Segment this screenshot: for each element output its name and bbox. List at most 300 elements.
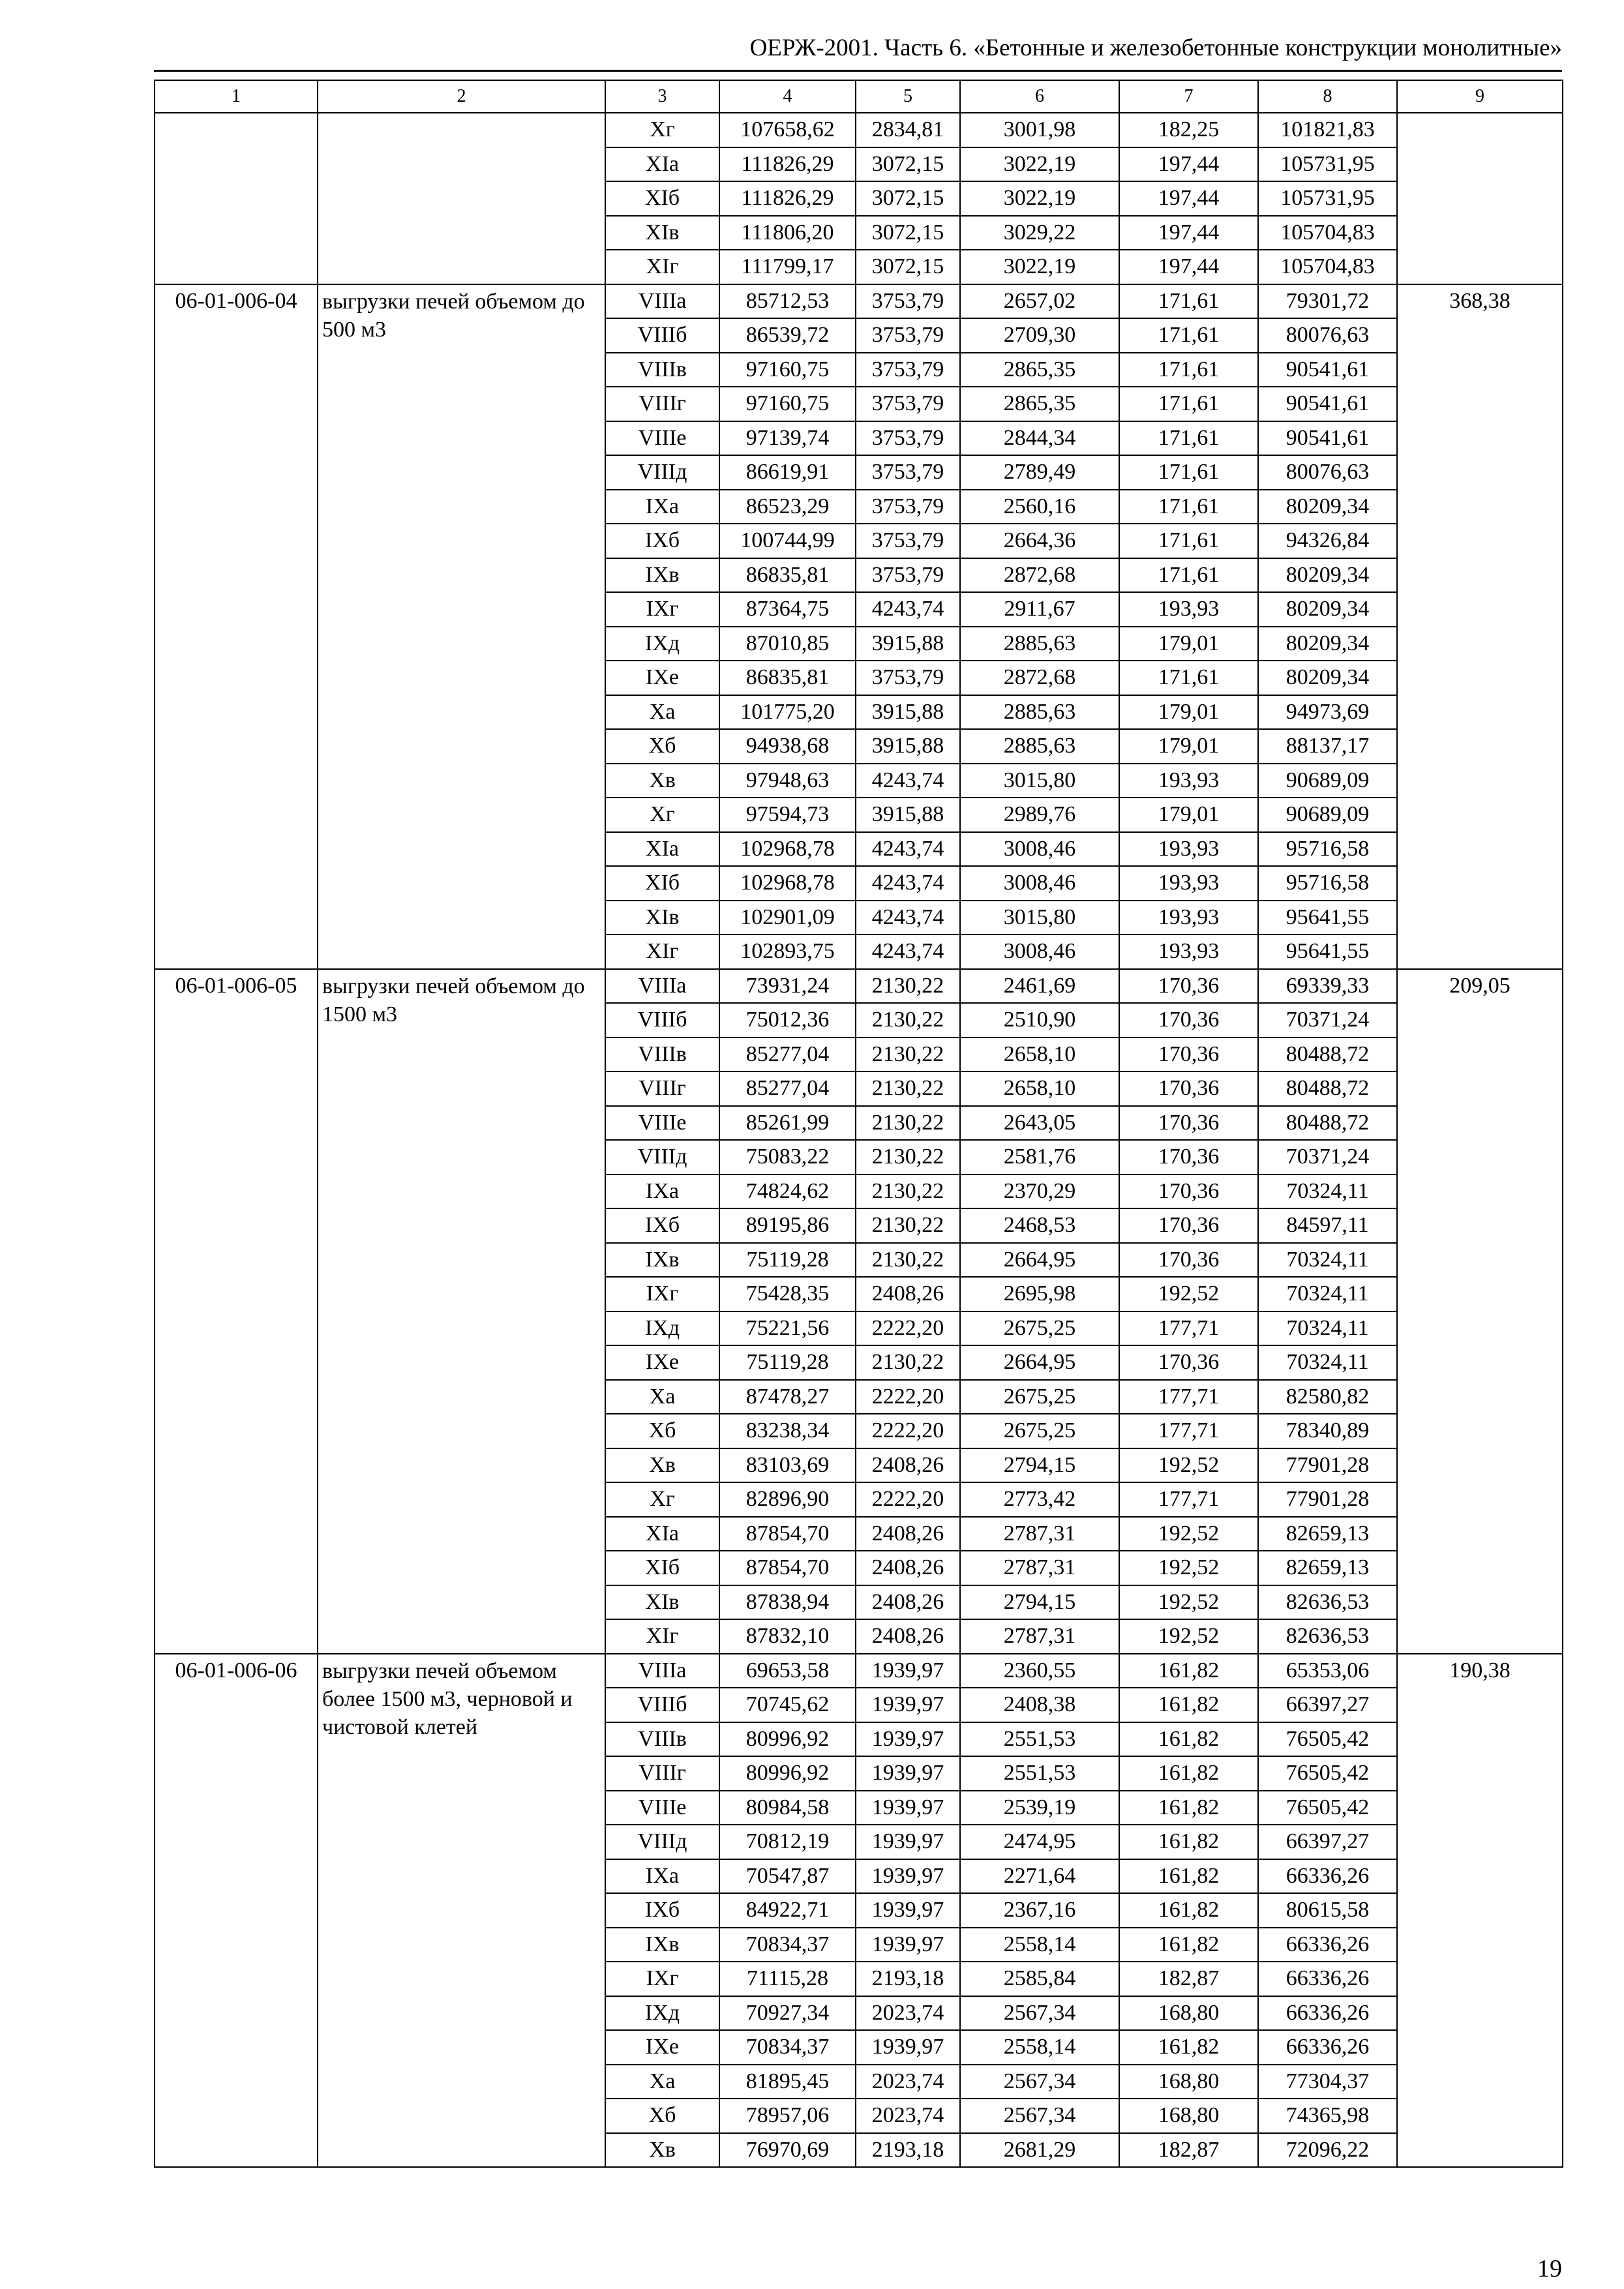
value-cell: 111799,17 xyxy=(719,250,856,284)
value-cell: 182,25 xyxy=(1119,113,1258,147)
value-cell: 70927,34 xyxy=(719,1996,856,2031)
value-cell: 75083,22 xyxy=(719,1140,856,1174)
column-number: 8 xyxy=(1258,80,1397,113)
value-cell: 86539,72 xyxy=(719,318,856,353)
value-cell: 87478,27 xyxy=(719,1380,856,1414)
zone-cell: IXе xyxy=(605,661,719,695)
zone-cell: XIб xyxy=(605,181,719,216)
value-cell: 2408,26 xyxy=(856,1448,960,1483)
zone-cell: Xа xyxy=(605,695,719,730)
zone-cell: IXб xyxy=(605,524,719,558)
zone-cell: VIIIб xyxy=(605,1003,719,1038)
value-cell: 170,36 xyxy=(1119,969,1258,1004)
value-cell: 2468,53 xyxy=(960,1208,1119,1243)
value-cell: 94973,69 xyxy=(1258,695,1397,730)
value-cell: 161,82 xyxy=(1119,1791,1258,1825)
value-cell: 3022,19 xyxy=(960,147,1119,182)
value-cell: 171,61 xyxy=(1119,387,1258,421)
value-cell: 161,82 xyxy=(1119,1654,1258,1688)
value-cell: 161,82 xyxy=(1119,1756,1258,1791)
value-cell: 2787,31 xyxy=(960,1517,1119,1551)
zone-cell: VIIIв xyxy=(605,1722,719,1757)
zone-cell: VIIIд xyxy=(605,1825,719,1859)
value-cell: 170,36 xyxy=(1119,1243,1258,1278)
value-cell: 2367,16 xyxy=(960,1893,1119,1928)
rate-code: 06-01-006-05 xyxy=(155,969,318,1654)
value-cell: 2885,63 xyxy=(960,729,1119,764)
value-cell: 2474,95 xyxy=(960,1825,1119,1859)
value-cell: 2130,22 xyxy=(856,1106,960,1141)
value-cell: 85712,53 xyxy=(719,284,856,319)
value-cell: 179,01 xyxy=(1119,627,1258,661)
value-cell: 161,82 xyxy=(1119,1928,1258,1962)
value-cell: 75119,28 xyxy=(719,1243,856,1278)
value-cell: 2408,38 xyxy=(960,1688,1119,1722)
value-cell: 80996,92 xyxy=(719,1756,856,1791)
value-cell: 65353,06 xyxy=(1258,1654,1397,1688)
value-cell: 2130,22 xyxy=(856,1345,960,1380)
value-cell: 75119,28 xyxy=(719,1345,856,1380)
value-cell: 90689,09 xyxy=(1258,798,1397,832)
value-cell: 80488,72 xyxy=(1258,1071,1397,1106)
value-cell: 3753,79 xyxy=(856,421,960,456)
value-cell: 107658,62 xyxy=(719,113,856,147)
zone-cell: IXе xyxy=(605,1345,719,1380)
value-cell: 4243,74 xyxy=(856,764,960,798)
value-cell: 111826,29 xyxy=(719,147,856,182)
column-number: 7 xyxy=(1119,80,1258,113)
value-cell: 105704,83 xyxy=(1258,250,1397,284)
value-cell: 4243,74 xyxy=(856,592,960,627)
zone-cell: IXа xyxy=(605,1859,719,1894)
value-cell: 161,82 xyxy=(1119,1722,1258,1757)
value-cell: 2794,15 xyxy=(960,1585,1119,1620)
value-cell: 95641,55 xyxy=(1258,935,1397,969)
zone-cell: IXд xyxy=(605,1311,719,1346)
value-cell: 2773,42 xyxy=(960,1482,1119,1517)
zone-cell: Xб xyxy=(605,729,719,764)
value-cell: 3072,15 xyxy=(856,216,960,250)
value-cell: 4243,74 xyxy=(856,866,960,901)
zone-cell: VIIIв xyxy=(605,1038,719,1072)
value-cell: 82659,13 xyxy=(1258,1551,1397,1585)
value-cell: 170,36 xyxy=(1119,1106,1258,1141)
value-cell: 2911,67 xyxy=(960,592,1119,627)
value-cell: 3001,98 xyxy=(960,113,1119,147)
value-cell: 3753,79 xyxy=(856,353,960,387)
zone-cell: IXд xyxy=(605,1996,719,2031)
value-cell: 3022,19 xyxy=(960,250,1119,284)
value-cell: 81895,45 xyxy=(719,2065,856,2099)
value-cell: 3008,46 xyxy=(960,866,1119,901)
value-cell: 3915,88 xyxy=(856,798,960,832)
zone-cell: IXв xyxy=(605,558,719,593)
value-cell: 182,87 xyxy=(1119,2133,1258,2168)
zone-cell: XIв xyxy=(605,216,719,250)
value-cell: 2023,74 xyxy=(856,1996,960,2031)
value-cell: 97948,63 xyxy=(719,764,856,798)
value-cell: 101821,83 xyxy=(1258,113,1397,147)
zone-cell: XIв xyxy=(605,901,719,935)
value-cell: 2130,22 xyxy=(856,1140,960,1174)
value-cell: 168,80 xyxy=(1119,2099,1258,2133)
rate-total: 368,38 xyxy=(1397,284,1563,969)
rate-code xyxy=(155,113,318,284)
value-cell: 193,93 xyxy=(1119,764,1258,798)
value-cell: 2130,22 xyxy=(856,1243,960,1278)
value-cell: 3008,46 xyxy=(960,935,1119,969)
value-cell: 70324,11 xyxy=(1258,1243,1397,1278)
zone-cell: IXг xyxy=(605,592,719,627)
page-header-title: ОЕРЖ-2001. Часть 6. «Бетонные и железобетонные конструкции монолитные» xyxy=(749,35,1562,61)
value-cell: 66336,26 xyxy=(1258,1859,1397,1894)
zone-cell: VIIIг xyxy=(605,1756,719,1791)
value-cell: 76505,42 xyxy=(1258,1756,1397,1791)
value-cell: 75428,35 xyxy=(719,1277,856,1311)
zone-cell: XIг xyxy=(605,1619,719,1654)
page-number: 19 xyxy=(1537,2255,1562,2282)
column-number: 2 xyxy=(318,80,605,113)
rate-code: 06-01-006-06 xyxy=(155,1654,318,2168)
zone-cell: XIб xyxy=(605,1551,719,1585)
value-cell: 87854,70 xyxy=(719,1551,856,1585)
value-cell: 72096,22 xyxy=(1258,2133,1397,2168)
value-cell: 95641,55 xyxy=(1258,901,1397,935)
value-cell: 105731,95 xyxy=(1258,181,1397,216)
value-cell: 192,52 xyxy=(1119,1585,1258,1620)
value-cell: 170,36 xyxy=(1119,1003,1258,1038)
value-cell: 2551,53 xyxy=(960,1722,1119,1757)
value-cell: 168,80 xyxy=(1119,2065,1258,2099)
value-cell: 102893,75 xyxy=(719,935,856,969)
value-cell: 170,36 xyxy=(1119,1140,1258,1174)
value-cell: 2658,10 xyxy=(960,1071,1119,1106)
zone-cell: Xв xyxy=(605,1448,719,1483)
value-cell: 1939,97 xyxy=(856,1893,960,1928)
value-cell: 97139,74 xyxy=(719,421,856,456)
zone-cell: VIIIд xyxy=(605,455,719,490)
value-cell: 85277,04 xyxy=(719,1071,856,1106)
rate-description: выгрузки печей объемом до 1500 м3 xyxy=(318,969,605,1654)
value-cell: 94938,68 xyxy=(719,729,856,764)
value-cell: 97160,75 xyxy=(719,387,856,421)
value-cell: 80209,34 xyxy=(1258,592,1397,627)
value-cell: 2657,02 xyxy=(960,284,1119,319)
value-cell: 105731,95 xyxy=(1258,147,1397,182)
value-cell: 2585,84 xyxy=(960,1962,1119,1996)
value-cell: 87010,85 xyxy=(719,627,856,661)
value-cell: 87364,75 xyxy=(719,592,856,627)
value-cell: 2130,22 xyxy=(856,1038,960,1072)
value-cell: 2558,14 xyxy=(960,1928,1119,1962)
zone-cell: Xа xyxy=(605,2065,719,2099)
value-cell: 179,01 xyxy=(1119,729,1258,764)
value-cell: 177,71 xyxy=(1119,1380,1258,1414)
value-cell: 70324,11 xyxy=(1258,1277,1397,1311)
value-cell: 84597,11 xyxy=(1258,1208,1397,1243)
value-cell: 192,52 xyxy=(1119,1551,1258,1585)
value-cell: 85261,99 xyxy=(719,1106,856,1141)
value-cell: 177,71 xyxy=(1119,1311,1258,1346)
column-number-row xyxy=(155,80,1563,113)
value-cell: 80076,63 xyxy=(1258,318,1397,353)
value-cell: 171,61 xyxy=(1119,284,1258,319)
value-cell: 2130,22 xyxy=(856,1003,960,1038)
value-cell: 197,44 xyxy=(1119,216,1258,250)
value-cell: 3072,15 xyxy=(856,250,960,284)
value-cell: 3072,15 xyxy=(856,181,960,216)
value-cell: 90541,61 xyxy=(1258,421,1397,456)
value-cell: 77901,28 xyxy=(1258,1482,1397,1517)
value-cell: 105704,83 xyxy=(1258,216,1397,250)
value-cell: 82659,13 xyxy=(1258,1517,1397,1551)
value-cell: 193,93 xyxy=(1119,592,1258,627)
value-cell: 87854,70 xyxy=(719,1517,856,1551)
zone-cell: VIIIб xyxy=(605,1688,719,1722)
value-cell: 4243,74 xyxy=(856,901,960,935)
zone-cell: XIа xyxy=(605,1517,719,1551)
value-cell: 83238,34 xyxy=(719,1414,856,1448)
value-cell: 2539,19 xyxy=(960,1791,1119,1825)
value-cell: 161,82 xyxy=(1119,1893,1258,1928)
rate-total xyxy=(1397,113,1563,284)
value-cell: 2023,74 xyxy=(856,2099,960,2133)
value-cell: 171,61 xyxy=(1119,490,1258,524)
value-cell: 74824,62 xyxy=(719,1174,856,1209)
value-cell: 70371,24 xyxy=(1258,1140,1397,1174)
value-cell: 3015,80 xyxy=(960,901,1119,935)
value-cell: 76505,42 xyxy=(1258,1722,1397,1757)
table-row xyxy=(155,113,1563,147)
header-divider xyxy=(154,70,1562,72)
value-cell: 86835,81 xyxy=(719,558,856,593)
value-cell: 87832,10 xyxy=(719,1619,856,1654)
zone-cell: IXа xyxy=(605,490,719,524)
value-cell: 2834,81 xyxy=(856,113,960,147)
value-cell: 3008,46 xyxy=(960,832,1119,867)
value-cell: 2193,18 xyxy=(856,1962,960,1996)
value-cell: 111806,20 xyxy=(719,216,856,250)
value-cell: 102901,09 xyxy=(719,901,856,935)
value-cell: 89195,86 xyxy=(719,1208,856,1243)
value-cell: 3753,79 xyxy=(856,661,960,695)
value-cell: 3753,79 xyxy=(856,455,960,490)
value-cell: 2222,20 xyxy=(856,1482,960,1517)
value-cell: 1939,97 xyxy=(856,1859,960,1894)
value-cell: 86835,81 xyxy=(719,661,856,695)
value-cell: 193,93 xyxy=(1119,935,1258,969)
value-cell: 2794,15 xyxy=(960,1448,1119,1483)
value-cell: 78957,06 xyxy=(719,2099,856,2133)
value-cell: 171,61 xyxy=(1119,318,1258,353)
value-cell: 2664,36 xyxy=(960,524,1119,558)
value-cell: 3753,79 xyxy=(856,524,960,558)
column-number: 4 xyxy=(719,80,856,113)
value-cell: 69653,58 xyxy=(719,1654,856,1688)
value-cell: 3753,79 xyxy=(856,318,960,353)
table-row xyxy=(155,969,1563,1004)
value-cell: 90689,09 xyxy=(1258,764,1397,798)
value-cell: 193,93 xyxy=(1119,832,1258,867)
value-cell: 100744,99 xyxy=(719,524,856,558)
value-cell: 177,71 xyxy=(1119,1482,1258,1517)
value-cell: 90541,61 xyxy=(1258,353,1397,387)
value-cell: 2023,74 xyxy=(856,2065,960,2099)
value-cell: 2989,76 xyxy=(960,798,1119,832)
zone-cell: XIг xyxy=(605,250,719,284)
value-cell: 71115,28 xyxy=(719,1962,856,1996)
value-cell: 66336,26 xyxy=(1258,1996,1397,2031)
value-cell: 177,71 xyxy=(1119,1414,1258,1448)
value-cell: 66397,27 xyxy=(1258,1688,1397,1722)
value-cell: 2558,14 xyxy=(960,2030,1119,2065)
zone-cell: IXг xyxy=(605,1277,719,1311)
value-cell: 3022,19 xyxy=(960,181,1119,216)
value-cell: 86523,29 xyxy=(719,490,856,524)
value-cell: 70547,87 xyxy=(719,1859,856,1894)
value-cell: 70745,62 xyxy=(719,1688,856,1722)
value-cell: 2193,18 xyxy=(856,2133,960,2168)
value-cell: 78340,89 xyxy=(1258,1414,1397,1448)
value-cell: 2551,53 xyxy=(960,1756,1119,1791)
value-cell: 2643,05 xyxy=(960,1106,1119,1141)
zone-cell: XIв xyxy=(605,1585,719,1620)
value-cell: 75221,56 xyxy=(719,1311,856,1346)
column-number: 9 xyxy=(1397,80,1563,113)
value-cell: 80209,34 xyxy=(1258,627,1397,661)
zone-cell: VIIIе xyxy=(605,1791,719,1825)
value-cell: 66336,26 xyxy=(1258,1928,1397,1962)
value-cell: 179,01 xyxy=(1119,695,1258,730)
value-cell: 76505,42 xyxy=(1258,1791,1397,1825)
value-cell: 2408,26 xyxy=(856,1277,960,1311)
value-cell: 1939,97 xyxy=(856,2030,960,2065)
value-cell: 192,52 xyxy=(1119,1277,1258,1311)
value-cell: 1939,97 xyxy=(856,1756,960,1791)
zone-cell: IXа xyxy=(605,1174,719,1209)
zone-cell: Xв xyxy=(605,2133,719,2168)
zone-cell: VIIIа xyxy=(605,1654,719,1688)
value-cell: 2581,76 xyxy=(960,1140,1119,1174)
value-cell: 82580,82 xyxy=(1258,1380,1397,1414)
value-cell: 171,61 xyxy=(1119,524,1258,558)
value-cell: 83103,69 xyxy=(719,1448,856,1483)
value-cell: 90541,61 xyxy=(1258,387,1397,421)
zone-cell: IXб xyxy=(605,1893,719,1928)
value-cell: 171,61 xyxy=(1119,455,1258,490)
value-cell: 3072,15 xyxy=(856,147,960,182)
value-cell: 170,36 xyxy=(1119,1038,1258,1072)
value-cell: 170,36 xyxy=(1119,1071,1258,1106)
value-cell: 80488,72 xyxy=(1258,1106,1397,1141)
value-cell: 2885,63 xyxy=(960,695,1119,730)
zone-cell: IXб xyxy=(605,1208,719,1243)
rate-description: выгрузки печей объемом до 500 м3 xyxy=(318,284,605,969)
value-cell: 94326,84 xyxy=(1258,524,1397,558)
zone-cell: XIг xyxy=(605,935,719,969)
zone-cell: IXв xyxy=(605,1928,719,1962)
value-cell: 192,52 xyxy=(1119,1517,1258,1551)
value-cell: 70371,24 xyxy=(1258,1003,1397,1038)
value-cell: 193,93 xyxy=(1119,866,1258,901)
value-cell: 102968,78 xyxy=(719,866,856,901)
zone-cell: VIIIв xyxy=(605,353,719,387)
table-row xyxy=(155,1654,1563,1688)
value-cell: 2222,20 xyxy=(856,1414,960,1448)
rate-description xyxy=(318,113,605,284)
value-cell: 79301,72 xyxy=(1258,284,1397,319)
value-cell: 182,87 xyxy=(1119,1962,1258,1996)
rates-table xyxy=(154,80,1563,2168)
value-cell: 2675,25 xyxy=(960,1311,1119,1346)
value-cell: 95716,58 xyxy=(1258,866,1397,901)
value-cell: 69339,33 xyxy=(1258,969,1397,1004)
value-cell: 3915,88 xyxy=(856,695,960,730)
value-cell: 70324,11 xyxy=(1258,1174,1397,1209)
value-cell: 80488,72 xyxy=(1258,1038,1397,1072)
value-cell: 192,52 xyxy=(1119,1448,1258,1483)
value-cell: 161,82 xyxy=(1119,1859,1258,1894)
value-cell: 2885,63 xyxy=(960,627,1119,661)
zone-cell: XIб xyxy=(605,866,719,901)
value-cell: 3753,79 xyxy=(856,558,960,593)
value-cell: 2222,20 xyxy=(856,1380,960,1414)
value-cell: 77901,28 xyxy=(1258,1448,1397,1483)
value-cell: 80615,58 xyxy=(1258,1893,1397,1928)
value-cell: 2271,64 xyxy=(960,1859,1119,1894)
value-cell: 80076,63 xyxy=(1258,455,1397,490)
value-cell: 2567,34 xyxy=(960,1996,1119,2031)
value-cell: 171,61 xyxy=(1119,421,1258,456)
value-cell: 197,44 xyxy=(1119,147,1258,182)
value-cell: 4243,74 xyxy=(856,832,960,867)
zone-cell: VIIIе xyxy=(605,1106,719,1141)
value-cell: 2872,68 xyxy=(960,661,1119,695)
value-cell: 171,61 xyxy=(1119,661,1258,695)
value-cell: 3915,88 xyxy=(856,729,960,764)
zone-cell: Xв xyxy=(605,764,719,798)
value-cell: 80209,34 xyxy=(1258,558,1397,593)
value-cell: 82636,53 xyxy=(1258,1585,1397,1620)
value-cell: 70834,37 xyxy=(719,2030,856,2065)
value-cell: 2872,68 xyxy=(960,558,1119,593)
value-cell: 161,82 xyxy=(1119,1825,1258,1859)
value-cell: 70324,11 xyxy=(1258,1311,1397,1346)
value-cell: 2560,16 xyxy=(960,490,1119,524)
value-cell: 2461,69 xyxy=(960,969,1119,1004)
value-cell: 80209,34 xyxy=(1258,661,1397,695)
value-cell: 170,36 xyxy=(1119,1208,1258,1243)
zone-cell: Xб xyxy=(605,1414,719,1448)
value-cell: 101775,20 xyxy=(719,695,856,730)
value-cell: 192,52 xyxy=(1119,1619,1258,1654)
value-cell: 77304,37 xyxy=(1258,2065,1397,2099)
value-cell: 2510,90 xyxy=(960,1003,1119,1038)
value-cell: 3753,79 xyxy=(856,490,960,524)
value-cell: 97594,73 xyxy=(719,798,856,832)
value-cell: 2709,30 xyxy=(960,318,1119,353)
value-cell: 4243,74 xyxy=(856,935,960,969)
rate-total: 190,38 xyxy=(1397,1654,1563,2168)
value-cell: 2865,35 xyxy=(960,353,1119,387)
value-cell: 2844,34 xyxy=(960,421,1119,456)
value-cell: 3029,22 xyxy=(960,216,1119,250)
zone-cell: VIIIе xyxy=(605,421,719,456)
value-cell: 1939,97 xyxy=(856,1654,960,1688)
value-cell: 171,61 xyxy=(1119,558,1258,593)
value-cell: 2664,95 xyxy=(960,1345,1119,1380)
value-cell: 3915,88 xyxy=(856,627,960,661)
